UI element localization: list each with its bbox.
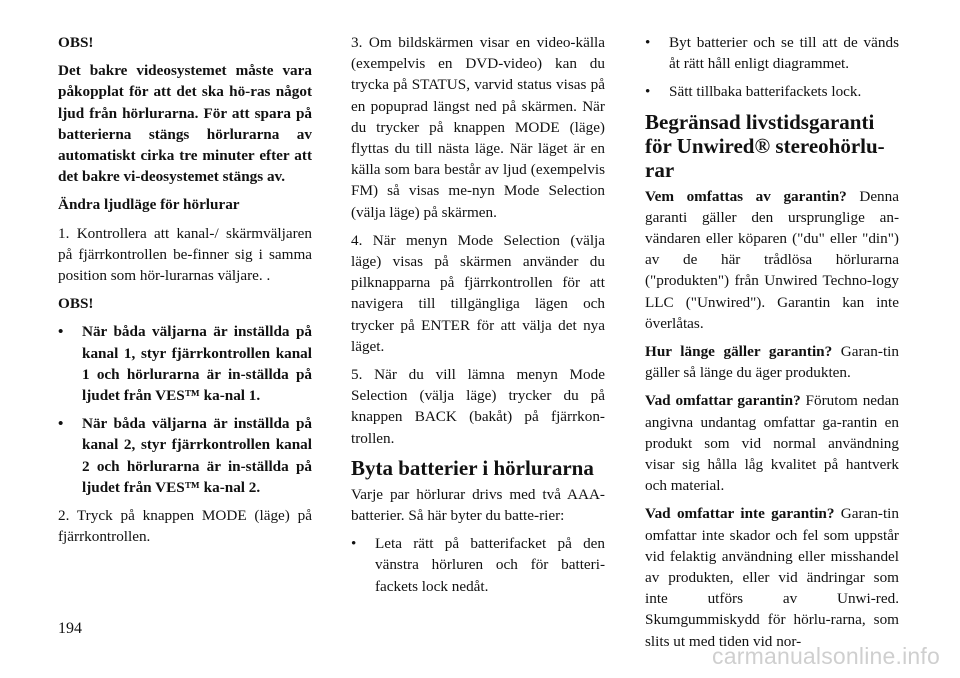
bullet-icon: •: [58, 415, 64, 433]
bullet-icon: •: [351, 535, 357, 553]
question-lead: Hur länge gäller garantin?: [645, 343, 833, 361]
bullet-icon: •: [645, 34, 651, 51]
battery-steps-list-continued: [645, 32, 899, 103]
section-intro: Varje par hörlurar drivs med två AAA-batterier. Så här byter du batte-rier:: [351, 485, 605, 525]
list-item-text: När båda väljarna är inställda på kanal 1, styr fjärrkontrollen kanal 1 och hörlurarna är in-ställda på ljudet från VES™ ka-nal 1.: [82, 323, 312, 405]
list-item: [351, 533, 605, 597]
page-number: 194: [58, 620, 82, 637]
step-4: 4. När menyn Mode Selection (välja läge) visas på skärmen använder du pilknapparna på fjärrkontrollen för att navigera till tillgängliga lägen och trycker på ENTER för att välja det nya läget.: [351, 231, 605, 355]
note-label: OBS!: [58, 34, 94, 51]
section-subheading: Ändra ljudläge för hörlurar: [58, 196, 240, 214]
list-item-text: Sätt tillbaka batterifackets lock.: [669, 83, 862, 101]
question-lead: Vad omfattar garantin?: [645, 392, 801, 410]
column-middle: [351, 32, 605, 604]
list-item-text: När båda väljarna är inställda på kanal 2, styr fjärrkontrollen kanal 2 och hörlurarna är in-ställda på ljudet från VES™ ka-nal 2.: [82, 415, 312, 496]
step-3: 3. Om bildskärmen visar en video-källa (exempelvis en DVD-video) kan du trycka på STATUS, varvid status visas på en popuprad längst ned på skärmen. När du trycker på knappen MODE (läge) flyttas du till nästa läge. När läget är en källa som bara består av ljud (exempelvis FM) så visas me-nyn Mode Selection (välja läge) på skärmen.: [351, 34, 605, 221]
note-text: Det bakre videosystemet måste vara påkopplat för att det ska hö-ras något ljud från hörlurarna. För att spara på batterierna stängs hörlurarna av automatiskt cirka tre minuter efter att det bakre vi-deosystemet stängs av.: [58, 62, 312, 186]
bullet-icon: •: [645, 83, 651, 101]
step-1: 1. Kontrollera att kanal-/ skärmväljaren på fjärrkontrollen be-finner sig i samma position som hör-lurarnas väljare. .: [58, 224, 312, 285]
column-left: [58, 32, 312, 554]
section-heading: Begränsad livstidsgaranti för Unwired® stereohörlu-rar: [645, 109, 885, 182]
list-item: [58, 413, 312, 498]
battery-steps-list: [351, 533, 605, 597]
bullet-icon: •: [58, 323, 64, 341]
list-item-text: Leta rätt på batterifacket på den vänstra hörluren och för batteri-fackets lock nedåt.: [375, 535, 605, 595]
watermark: carmanualsonline.info: [712, 643, 940, 669]
answer-text: Denna garanti gäller den ursprunglige an-vändaren eller köparen ("du" eller "din") av de här trådlösa hörlurarna ("produkten") från Unwired Techno-logy LLC ("Unwired"). Garantin kan inte överlåtas.: [645, 187, 899, 332]
section-heading: Byta batterier i hörlurarna: [351, 455, 594, 480]
answer-text: Garan-tin omfattar inte skador och fel som uppstår vid felaktig användning eller misshandel av produkten, eller vid ändringar som inte utförs av Unwi-red. Skumgummiskydd för hörlu-rarna, som slits ut med tiden vid nor-: [645, 505, 900, 650]
warranty-paragraph: [645, 186, 899, 334]
list-item-text: Byt batterier och se till att de vänds åt rätt håll enligt diagrammet.: [669, 34, 899, 73]
warranty-paragraph: [645, 503, 899, 651]
warranty-paragraph: [645, 390, 899, 496]
column-right: [645, 32, 899, 659]
answer-text: Förutom nedan angivna undantag omfattar ga-rantin en produkt som vid normal användning visar sig hålla låg kvalitet på hantverk och material.: [645, 392, 899, 495]
note-label: OBS!: [58, 295, 94, 313]
question-lead: Vad omfattar inte garantin?: [645, 505, 835, 523]
list-item: [58, 321, 312, 406]
list-item: [645, 81, 899, 102]
answer-text: Garan-tin gäller så länge du äger produkten.: [645, 343, 899, 382]
step-2: 2. Tryck på knappen MODE (läge) på fjärrkontrollen.: [58, 507, 312, 546]
step-5: 5. När du vill lämna menyn Mode Selection (välja läge) trycker du på knappen BACK (bakåt) på fjärrkon-trollen.: [351, 366, 605, 447]
note-bullet-list: [58, 321, 312, 498]
warranty-paragraph: [645, 341, 899, 383]
list-item: [645, 32, 899, 74]
question-lead: Vem omfattas av garantin?: [645, 187, 847, 205]
